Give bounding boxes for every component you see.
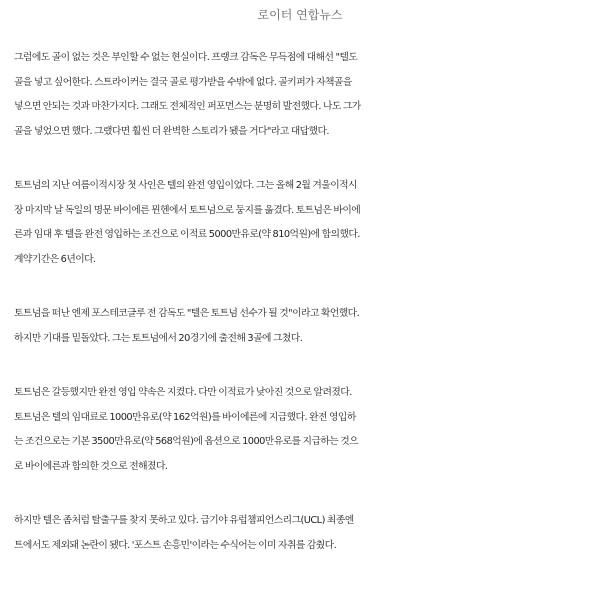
paragraph bbox=[14, 174, 594, 272]
text-line: 넣으면 안되는 것과 마찬가지다. 그래도 전체적인 퍼포먼스는 분명히 발전했다. 나도 그가 bbox=[14, 101, 361, 112]
text-line: 장 마지막 날 독일의 명문 바이에른 뮌헨에서 토트넘으로 둥지를 옮겼다. 토트넘은 바이에 bbox=[14, 204, 361, 216]
paragraph bbox=[14, 381, 594, 479]
text-line: 하지만 기대를 밑돌았다. 그는 토트넘에서 20경기에 출전해 3골에 그쳤다. bbox=[14, 332, 303, 344]
text-line: 계약기간은 6년이다. bbox=[14, 253, 96, 265]
paragraph bbox=[14, 46, 594, 144]
text-line: 는 조건으로는 기본 3500만유로(약 568억원)에 옵션으로 1000만유로를 지급하는 것으 bbox=[14, 436, 359, 447]
article-body bbox=[14, 46, 594, 588]
text-line: 로 바이에른과 합의한 것으로 전해졌다. bbox=[14, 460, 168, 472]
text-line: 토트넘은 텔의 임대료로 1000만유로(약 162억원)를 바이에른에 지급했다. 완전 영입하 bbox=[14, 411, 356, 423]
text-line: 토트넘은 갈등했지만 완전 영입 약속은 지켰다. 다만 이적료가 낮아진 것으로 알려졌다. bbox=[14, 387, 352, 398]
text-line: 하지만 텔은 좀처럼 탈출구를 찾지 못하고 있다. 급기야 유럽챔피언스리그(UCL) 최종엔 bbox=[14, 515, 354, 526]
text-line: 골을 넣었으면 했다. 그랬다면 훨씬 더 완벽한 스토리가 됐을 거다"라고 대답했다. bbox=[14, 125, 329, 137]
paragraph bbox=[14, 302, 594, 351]
paragraph bbox=[14, 509, 594, 558]
text-line: 토트넘의 지난 여름이적시장 첫 사인은 텔의 완전 영입이었다. 그는 올해 2월 겨울이적시 bbox=[14, 180, 357, 191]
text-line: 토트넘을 떠난 엔제 포스테코글루 전 감독도 "텔은 토트넘 선수가 될 것"이라고 확언했다. bbox=[14, 308, 360, 319]
text-line: 트에서도 제외돼 논란이 됐다. '포스트 손흥민'이라는 수식어는 이미 자취를 감췄다. bbox=[14, 539, 337, 551]
text-line: 그럼에도 골이 없는 것은 부인할 수 없는 현실이다. 프랭크 감독은 무득점에 대해선 "텔도 bbox=[14, 52, 358, 63]
text-line: 른과 임대 후 텔을 완전 영입하는 조건으로 이적료 5000만유로(약 810억원)에 합의했다. bbox=[14, 229, 360, 240]
photo-caption: 로이터 연합뉴스 bbox=[257, 8, 343, 22]
text-line: 골을 넣고 싶어한다. 스트라이커는 결국 골로 평가받을 수밖에 없다. 골키퍼가 자책골을 bbox=[14, 76, 352, 88]
